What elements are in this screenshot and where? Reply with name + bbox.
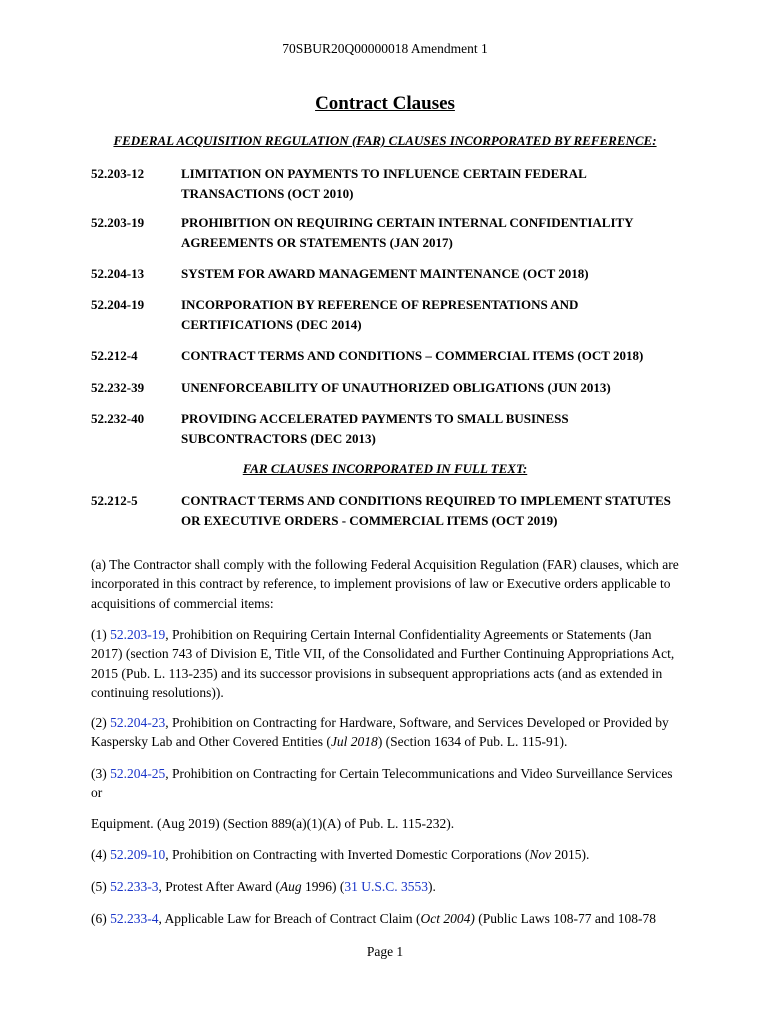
item-prefix: (2) bbox=[91, 715, 111, 730]
list-item bbox=[91, 625, 686, 702]
item-date: Aug bbox=[279, 879, 302, 894]
item-text: 1996) ( bbox=[301, 879, 345, 894]
item-text: , Prohibition on Contracting with Inverted Domestic Corporations ( bbox=[165, 847, 530, 862]
clause-number: 52.204-13 bbox=[91, 266, 145, 281]
section-heading-full-text: FAR CLAUSES INCORPORATED IN FULL TEXT: bbox=[242, 461, 528, 476]
list-item-continuation: Equipment. (Aug 2019) (Section 889(a)(1)(A) of Pub. L. 115-232). bbox=[91, 816, 455, 831]
running-header: 70SBUR20Q00000018 Amendment 1 bbox=[282, 41, 488, 56]
intro-paragraph: (a) The Contractor shall comply with the following Federal Acquisition Regulation (FAR) clauses, which are incorporated in this contract by reference, to implement provisions of law or Executive orders applicable to acquisitions of commercial items: bbox=[91, 557, 679, 611]
clause-title: CONTRACT TERMS AND CONDITIONS – COMMERCIAL ITEMS (OCT 2018) bbox=[181, 348, 644, 363]
clause-number: 52.232-40 bbox=[91, 411, 145, 426]
item-date: Oct 2004) bbox=[420, 911, 475, 926]
list-item bbox=[91, 845, 686, 864]
clause-link[interactable]: 52.203-19 bbox=[110, 627, 166, 642]
clause-number: 52.204-19 bbox=[91, 297, 145, 312]
clause-link[interactable]: 52.209-10 bbox=[110, 847, 166, 862]
statute-link[interactable]: 31 U.S.C. 3553 bbox=[344, 879, 429, 894]
clause-title: LIMITATION ON PAYMENTS TO INFLUENCE CERTAIN FEDERAL TRANSACTIONS (OCT 2010) bbox=[181, 166, 587, 201]
clause-link[interactable]: 52.204-23 bbox=[110, 715, 166, 730]
item-prefix: (5) bbox=[91, 879, 111, 894]
item-date: Jul 2018 bbox=[330, 734, 378, 750]
clause-title: INCORPORATION BY REFERENCE OF REPRESENTATIONS AND CERTIFICATIONS (DEC 2014) bbox=[181, 297, 579, 332]
item-text: ) (Section 1634 of Pub. L. 115-91). bbox=[377, 734, 568, 750]
item-text: , Prohibition on Contracting for Hardware, Software, and Services Developed or Provided by Kaspersky Lab and Other Covered Entities ( bbox=[91, 715, 669, 750]
list-item bbox=[91, 764, 686, 803]
list-item bbox=[91, 713, 686, 752]
list-item bbox=[91, 909, 691, 928]
clause-link[interactable]: 52.204-25 bbox=[110, 766, 166, 781]
item-text: , Prohibition on Contracting for Certain Telecommunications and Video Surveillance Services or bbox=[91, 766, 673, 801]
list-item bbox=[91, 877, 686, 896]
clause-title: CONTRACT TERMS AND CONDITIONS REQUIRED TO IMPLEMENT STATUTES OR EXECUTIVE ORDERS - COMMERCIAL ITEMS (OCT 2019) bbox=[181, 493, 671, 528]
clause-title: SYSTEM FOR AWARD MANAGEMENT MAINTENANCE (OCT 2018) bbox=[181, 266, 589, 281]
item-text: , Prohibition on Requiring Certain Internal Confidentiality Agreements or Statements (Jan 2017) (section 743 of Division E, Title VII, of the Consolidated and Further Continuing Appropriations Act, 2015 (Pub. L. 113-235) and its successor provisions in subsequent appropriations acts (and as extended in continuing resolutions)). bbox=[91, 627, 675, 700]
item-text: ). bbox=[428, 879, 436, 894]
item-prefix: (6) bbox=[91, 911, 111, 926]
item-prefix: (1) bbox=[91, 627, 111, 642]
clause-link[interactable]: 52.233-4 bbox=[110, 911, 159, 926]
item-text: (Public Laws 108-77 and 108-78 bbox=[474, 911, 657, 926]
clause-number: 52.232-39 bbox=[91, 380, 145, 395]
item-prefix: (4) bbox=[91, 847, 111, 862]
item-text: , Protest After Award ( bbox=[158, 879, 280, 894]
clause-title: PROHIBITION ON REQUIRING CERTAIN INTERNAL CONFIDENTIALITY AGREEMENTS OR STATEMENTS (JAN 2017) bbox=[181, 215, 634, 250]
page-number: Page 1 bbox=[366, 944, 404, 959]
clause-number: 52.203-12 bbox=[91, 166, 145, 181]
clause-number: 52.212-5 bbox=[91, 493, 138, 508]
clause-title: PROVIDING ACCELERATED PAYMENTS TO SMALL BUSINESS SUBCONTRACTORS (DEC 2013) bbox=[181, 411, 569, 446]
item-text: , Applicable Law for Breach of Contract Claim ( bbox=[158, 911, 421, 926]
page-title: Contract Clauses bbox=[315, 93, 455, 114]
clause-title: UNENFORCEABILITY OF UNAUTHORIZED OBLIGATIONS (JUN 2013) bbox=[181, 380, 611, 395]
section-heading-by-reference: FEDERAL ACQUISITION REGULATION (FAR) CLAUSES INCORPORATED BY REFERENCE: bbox=[113, 133, 657, 148]
item-date: Nov bbox=[529, 847, 552, 862]
item-prefix: (3) bbox=[91, 766, 111, 781]
item-text: 2015). bbox=[551, 847, 590, 862]
clause-link[interactable]: 52.233-3 bbox=[110, 879, 159, 894]
clause-number: 52.212-4 bbox=[91, 348, 138, 363]
clause-number: 52.203-19 bbox=[91, 215, 145, 230]
